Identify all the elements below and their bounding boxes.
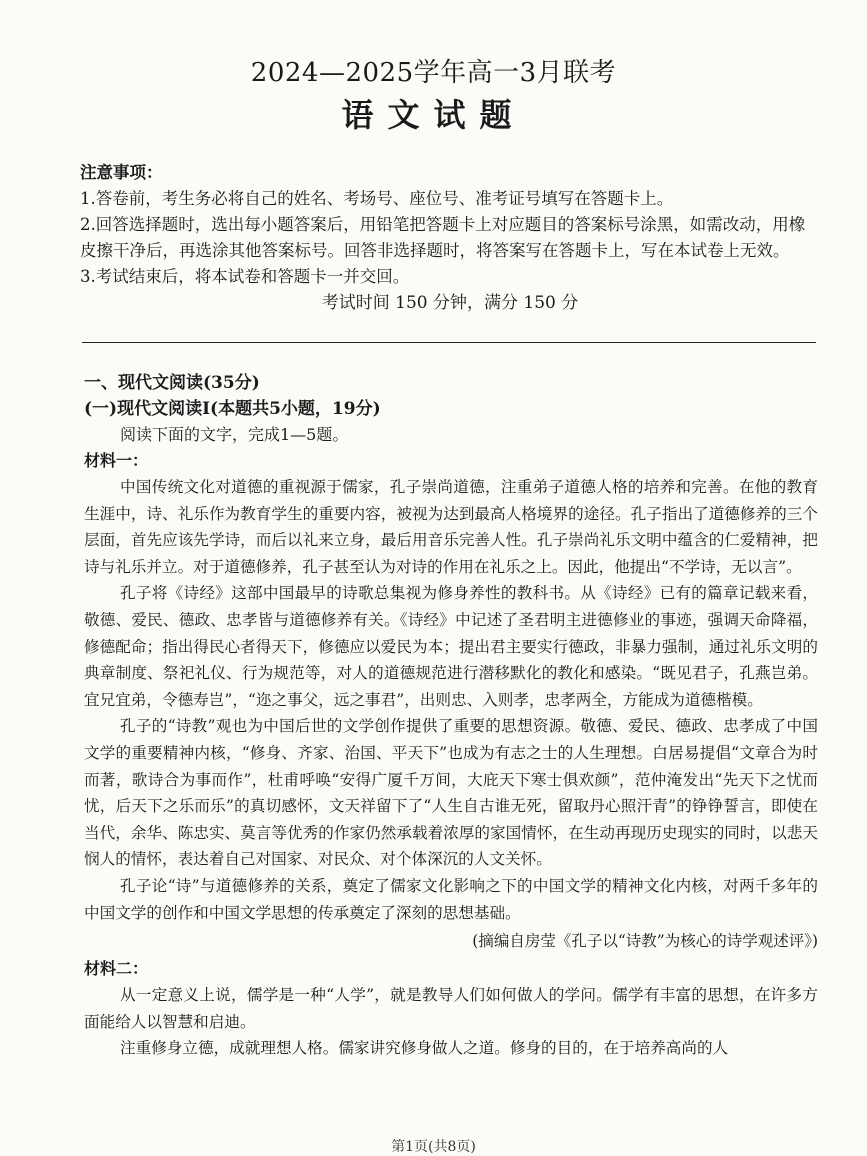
- material-one-source: (摘编自房莹《孔子以“诗教”为核心的诗学观述评》): [472, 932, 818, 951]
- material-one-paragraph: 孔子的“诗教”观也为中国后世的文学创作提供了重要的思想资源。敬德、爱民、德政、忠孝成了中国文学的重要精神内核，“修身、齐家、治国、平天下”也成为有志之士的人生理想。白居易提倡“文章合为时而著，歌诗合为事而作”，杜甫呼唤“安得广厦千万间，大庇天下寒士俱欢颜”，范仲淹发出“先天下之忧而忧，后天下之乐而乐”的真切感怀，文天祥留下了“人生自古谁无死，留取丹心照汗青”的铮铮誓言，即使在当代，余华、陈忠实、莫言等优秀的作家仍然承载着浓厚的家国情怀，在生动再现历史现实的同时，以悲天悯人的情怀，表达着自己对国家、对民众、对个体深沉的人文关怀。: [84, 717, 818, 869]
- section-title: 一、现代文阅读(35分): [84, 373, 260, 393]
- page-number: 第1页(共8页): [391, 1139, 476, 1155]
- notice-item: 1.答卷前，考生务必将自己的姓名、考场号、座位号、准考证号填写在答题卡上。: [80, 189, 674, 208]
- material-one-paragraph: 孔子将《诗经》这部中国最早的诗歌总集视为修身养性的教科书。从《诗经》已有的篇章记载来看，敬德、爱民、德政、忠孝皆与道德修养有关。《诗经》中记述了圣君明主进德修业的事迹，强调天命降福，修德配命；指出得民心者得天下，修德应以爱民为本；提出君主要实行德政，非暴力强制，通过礼乐文明的典章制度、祭祀礼仪、行为规范等，对人的道德规范进行潜移默化的教化和感染。“既见君子，孔燕岂弟。宜兄宜弟，令德寿岂”，“迩之事父，远之事君”，出则忠、入则孝，忠孝两全，方能成为道德楷模。: [84, 584, 818, 709]
- exam-time-info: 考试时间 150 分钟，满分 150 分: [321, 293, 579, 313]
- notice-item: 3.考试结束后，将本试卷和答题卡一并交回。: [80, 267, 410, 286]
- material-one-paragraph: 孔子论“诗”与道德修养的关系，奠定了儒家文化影响之下的中国文学的精神文化内核，对两千多年的中国文学的创作和中国文学思想的传承奠定了深刻的思想基础。: [84, 876, 818, 922]
- reading-section: [84, 370, 818, 1062]
- section-instruction: 阅读下面的文字，完成1—5题。: [120, 425, 349, 444]
- notice-item: 2.回答选择题时，选出每小题答案后，用铅笔把答题卡上对应题目的答案标号涂黑，如需改动，用橡皮擦干净后，再选涂其他答案标号。回答非选择题时，将答案写在答题卡上，写在本试卷上无效。: [80, 215, 806, 260]
- material-two-paragraph: 注重修身立德，成就理想人格。儒家讲究修身做人之道。修身的目的，在于培养高尚的人: [120, 1039, 729, 1058]
- divider-line: [82, 342, 816, 343]
- material-one-label: 材料一：: [84, 451, 149, 470]
- notice-section: [80, 160, 820, 316]
- material-two-paragraph: 从一定意义上说，儒学是一种“人学”，就是教导人们如何做人的学问。儒学有丰富的思想，在许多方面能给人以智慧和启迪。: [84, 986, 818, 1031]
- section-subtitle: (一)现代文阅读Ⅰ(本题共5小题，19分): [84, 399, 381, 419]
- exam-title: 2024—2025学年高一3月联考: [250, 58, 617, 88]
- material-two-label: 材料二：: [84, 959, 149, 979]
- notice-label: 注意事项：: [80, 163, 163, 182]
- material-one-paragraph: 中国传统文化对道德的重视源于儒家，孔子崇尚道德，注重弟子道德人格的培养和完善。在他的教育生涯中，诗、礼乐作为教育学生的重要内容，被视为达到最高人格境界的途径。孔子指出了道德修养的三个层面，首先应该先学诗，而后以礼来立身，最后用音乐完善人性。孔子崇尚礼乐文明中蕴含的仁爱精神，把诗与礼乐并立。对于道德修养，孔子甚至认为对诗的作用在礼乐之上。因此，他提出“不学诗，无以言”。: [84, 478, 818, 576]
- subject-title: 语文试题: [341, 96, 526, 134]
